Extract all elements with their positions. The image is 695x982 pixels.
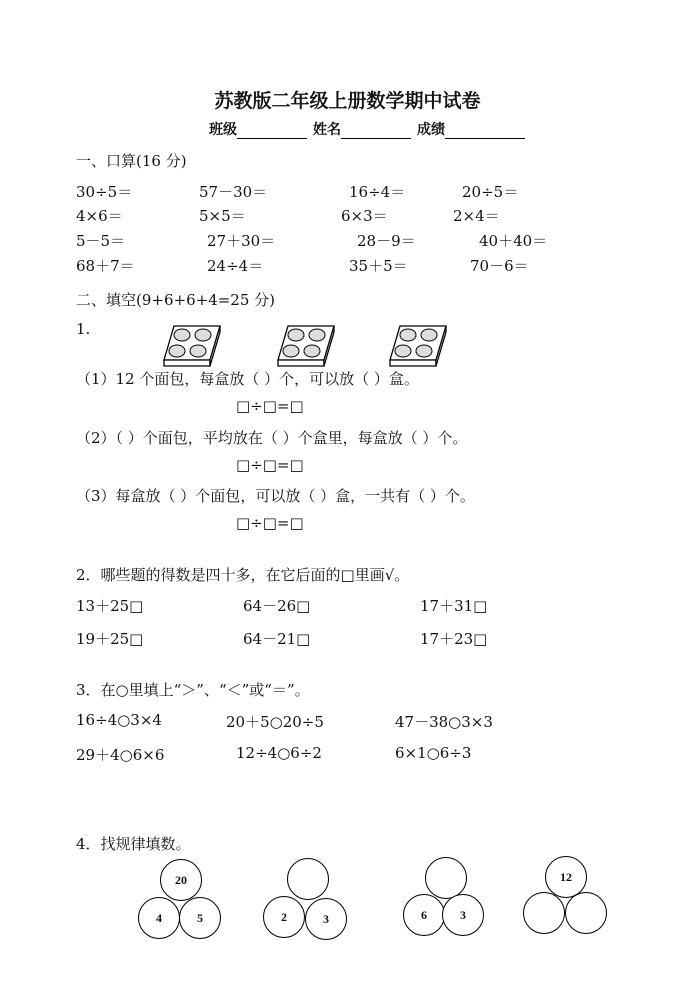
name-blank[interactable] xyxy=(341,124,411,139)
section1-heading: 一、口算(16 分) xyxy=(76,152,187,170)
calc-item: 5－5＝ xyxy=(76,232,126,250)
page-title: 苏教版二年级上册数学期中试卷 xyxy=(214,90,481,112)
pattern-right-circle[interactable] xyxy=(565,892,607,934)
section2-heading: 二、填空(9+6+6+4=25 分) xyxy=(76,291,276,309)
calc-item: 2×4＝ xyxy=(453,207,500,225)
q2-item[interactable]: 64－21□ xyxy=(243,630,311,648)
q4-text: 4．找规律填数。 xyxy=(76,835,191,853)
q2-text: 2．哪些题的得数是四十多，在它后面的□里画√。 xyxy=(76,566,410,584)
calc-item: 30÷5＝ xyxy=(76,183,133,201)
pattern-right-circle: 5 xyxy=(179,897,221,939)
pattern-right-circle: 3 xyxy=(305,898,347,940)
q3-item[interactable]: 16÷4○3×4 xyxy=(76,711,162,729)
class-field xyxy=(209,119,307,139)
q1-part2-formula[interactable]: □÷□=□ xyxy=(236,456,304,474)
q1-part1-text: （1）12 个面包，每盒放（ ）个，可以放（ ）盒。 xyxy=(76,370,419,388)
q2-item[interactable]: 17＋23□ xyxy=(420,630,488,648)
calc-item: 70－6＝ xyxy=(470,257,529,275)
pattern-left-circle: 6 xyxy=(403,894,445,936)
bread-tray-icon xyxy=(160,324,224,368)
calc-item: 4×6＝ xyxy=(76,207,123,225)
pattern-left-circle: 2 xyxy=(263,896,305,938)
q1-part3-text: （3）每盒放（ ）个面包，可以放（ ）盒，一共有（ ）个。 xyxy=(76,487,475,505)
q3-item[interactable]: 12÷4○6÷2 xyxy=(236,744,322,762)
class-blank[interactable] xyxy=(237,124,307,139)
score-blank[interactable] xyxy=(445,124,525,139)
calc-item: 28－9＝ xyxy=(357,232,416,250)
pattern-top-circle[interactable] xyxy=(425,857,467,899)
pattern-top-circle[interactable] xyxy=(287,858,329,900)
calc-item: 5×5＝ xyxy=(199,207,246,225)
calc-item: 35＋5＝ xyxy=(349,257,408,275)
q2-item[interactable]: 19＋25□ xyxy=(76,630,144,648)
calc-item: 16÷4＝ xyxy=(349,183,406,201)
pattern-left-circle[interactable] xyxy=(523,892,565,934)
calc-item: 20÷5＝ xyxy=(462,183,519,201)
q3-item[interactable]: 29＋4○6×6 xyxy=(76,746,165,764)
pattern-top-circle: 12 xyxy=(545,856,587,898)
q1-part2-text: （2）（ ）个面包，平均放在（ ）个盒里，每盒放（ ）个。 xyxy=(76,429,468,447)
calc-item: 27＋30＝ xyxy=(207,232,276,250)
q2-item[interactable]: 13＋25□ xyxy=(76,597,144,615)
q1-part3-formula[interactable]: □÷□=□ xyxy=(236,514,304,532)
calc-item: 57－30＝ xyxy=(199,183,268,201)
q1-part1-formula[interactable]: □÷□=□ xyxy=(236,397,304,415)
pattern-right-circle: 3 xyxy=(442,894,484,936)
q2-item[interactable]: 17＋31□ xyxy=(420,597,488,615)
calc-item: 40＋40＝ xyxy=(479,232,548,250)
q3-item[interactable]: 47－38○3×3 xyxy=(395,713,493,731)
calc-item: 6×3＝ xyxy=(341,207,388,225)
bread-tray-icon xyxy=(274,324,338,368)
pattern-left-circle: 4 xyxy=(138,897,180,939)
calc-item: 68＋7＝ xyxy=(76,257,135,275)
q3-text: 3．在○里填上“＞”、“＜”或“＝”。 xyxy=(76,681,310,699)
q3-item[interactable]: 6×1○6÷3 xyxy=(395,744,472,762)
q2-item[interactable]: 64－26□ xyxy=(243,597,311,615)
class-label: 班级 xyxy=(209,122,237,138)
calc-item: 24÷4＝ xyxy=(207,257,264,275)
bread-tray-icon xyxy=(386,324,450,368)
q3-item[interactable]: 20＋5○20÷5 xyxy=(226,713,324,731)
score-label: 成绩 xyxy=(417,122,445,138)
pattern-top-circle: 20 xyxy=(160,859,202,901)
q1-number: 1. xyxy=(76,320,91,338)
score-field xyxy=(417,119,525,139)
name-label: 姓名 xyxy=(313,122,341,138)
name-field xyxy=(313,119,411,139)
